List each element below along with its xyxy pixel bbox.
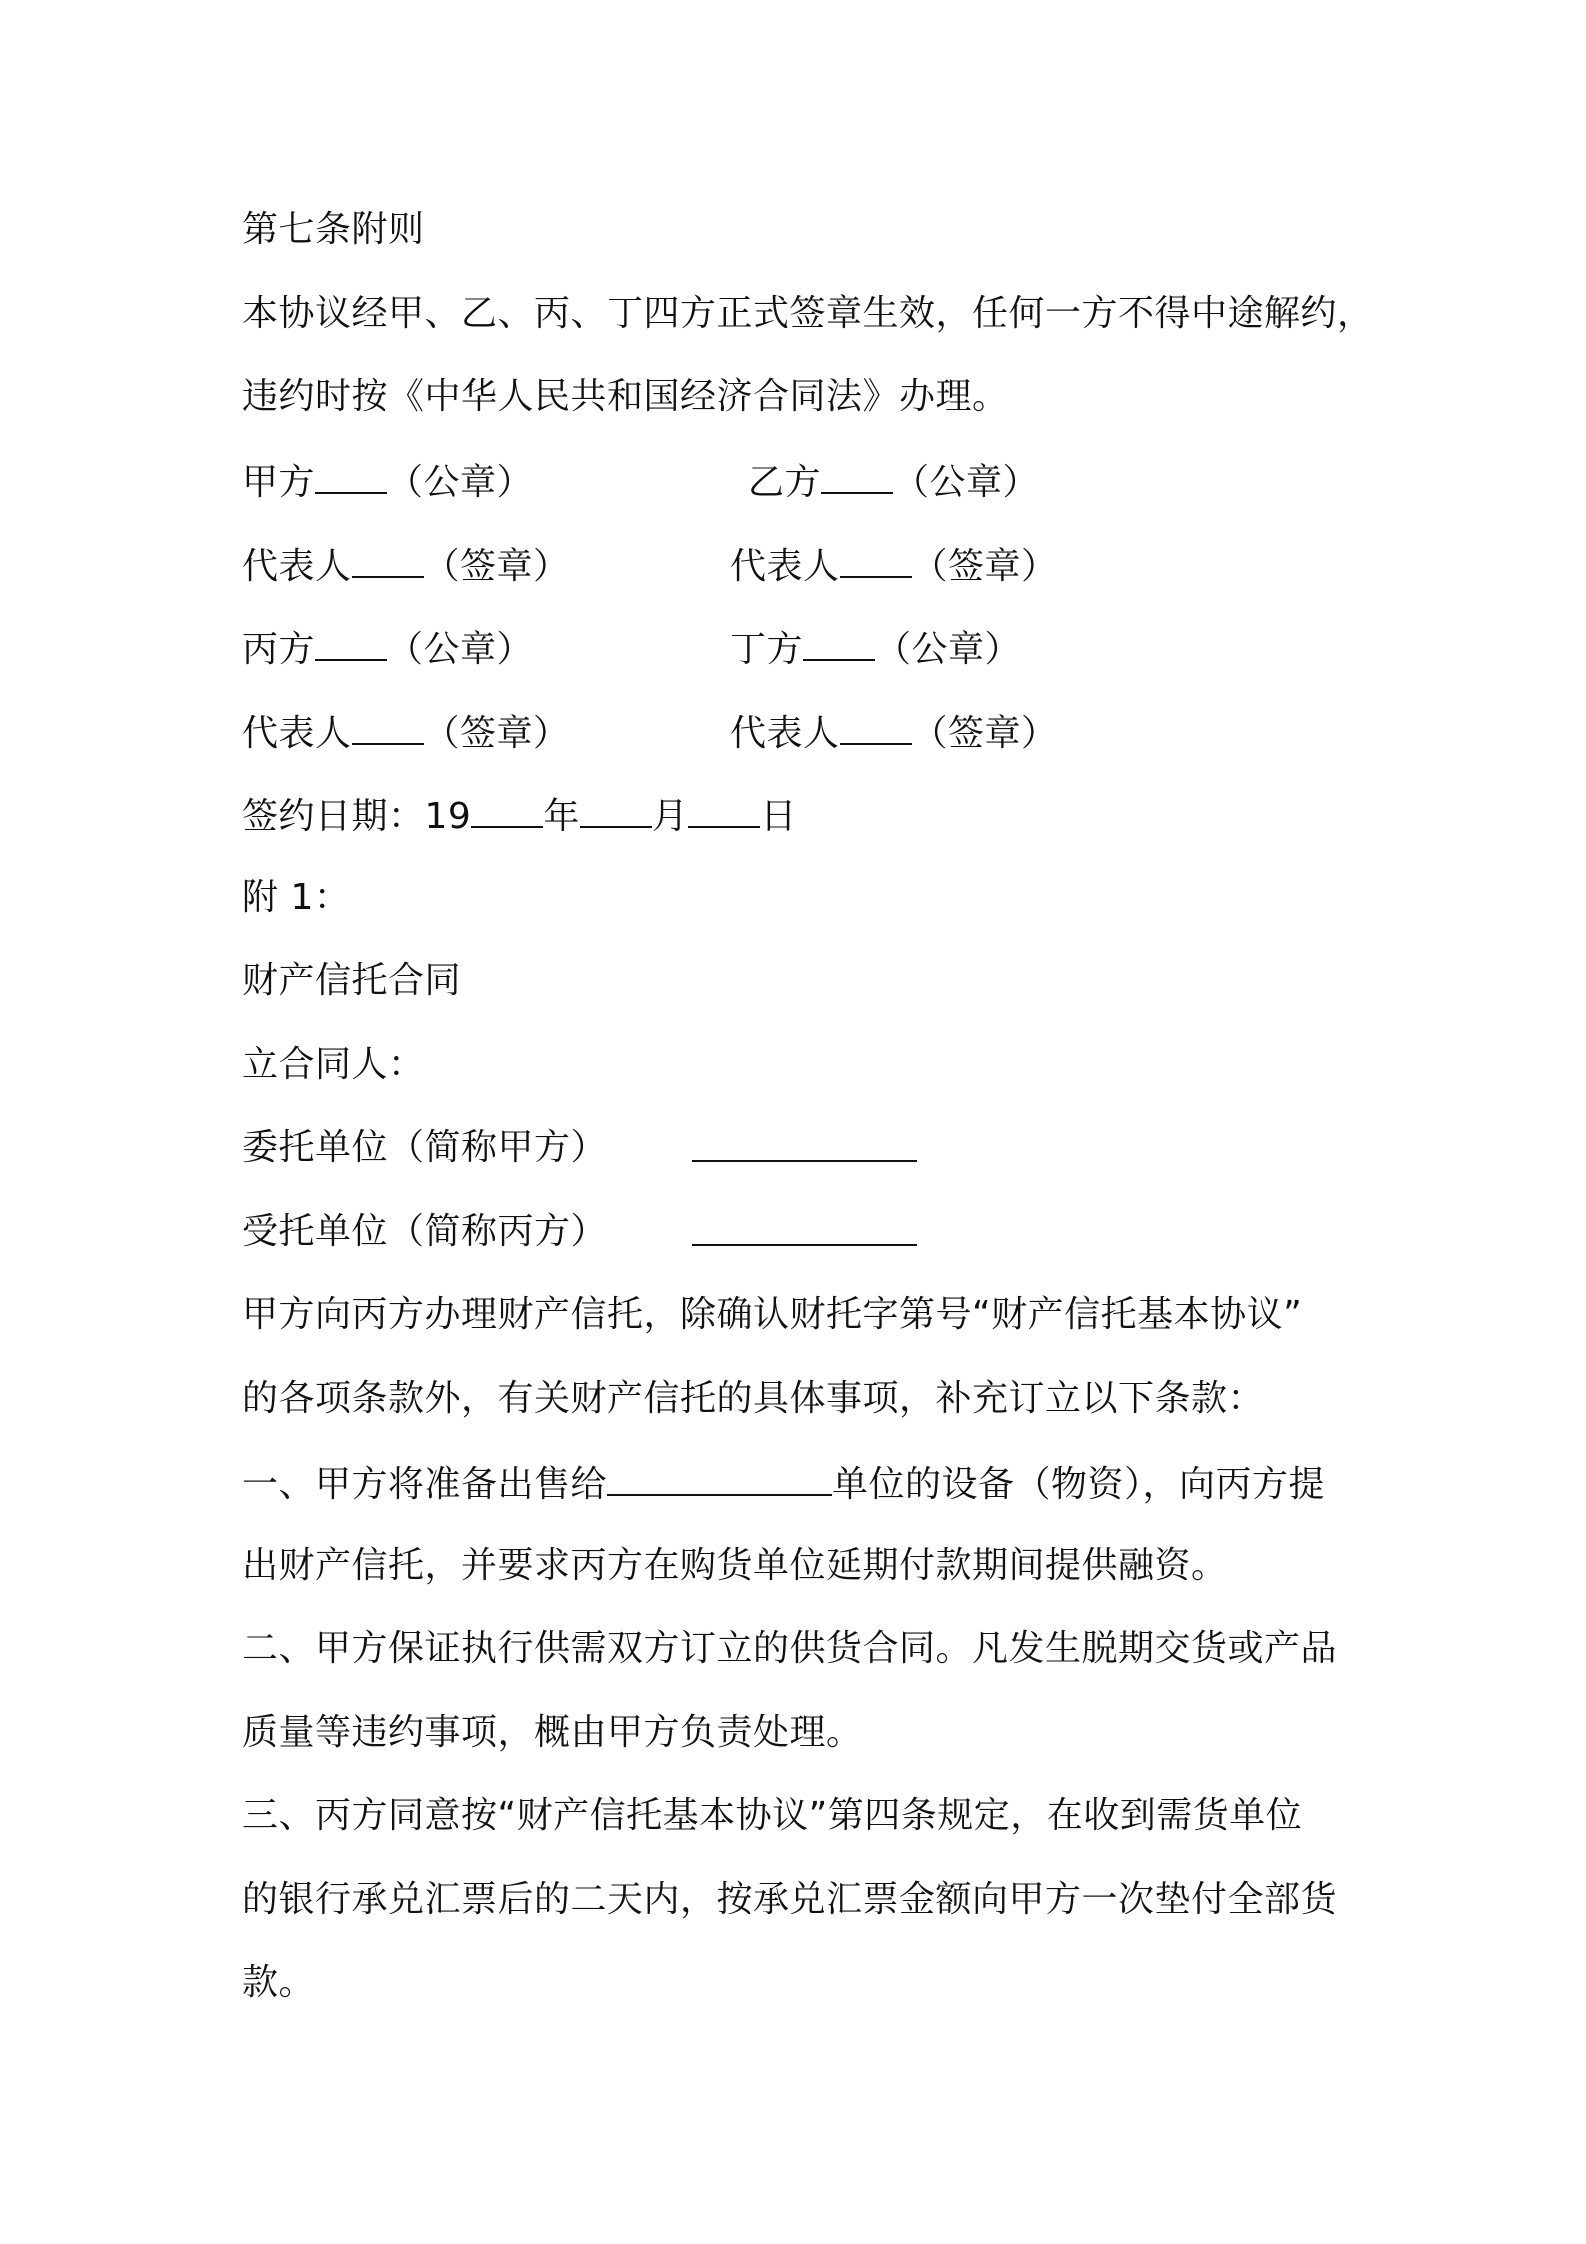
parties-label: 立合同人： [242,1044,425,1085]
rep-d-label: 代表人 [730,713,840,754]
signing-date-row [242,792,797,836]
intro-line1: 甲方向丙方办理财产信托，除确认财托字第号“财产信托基本协议” [242,1294,1303,1335]
rep-b-sign: （签章） [911,546,1058,587]
clause2-line1: 二、甲方保证执行供需双方订立的供货合同。凡发生脱期交货或产品 [242,1628,1338,1669]
trustee-party-label: 受托单位（简称丙方） [242,1211,608,1252]
signature-row-ab [242,458,1342,502]
party-d-blank[interactable] [803,625,875,661]
trustee-party-row [242,1210,1342,1254]
rep-a-label: 代表人 [242,546,352,587]
clause3-line2: 的银行承兑汇票后的二天内，按承兑汇票金额向甲方一次垫付全部货 [242,1879,1338,1920]
clause3-line3: 款。 [242,1962,316,2003]
party-a-label: 甲方 [242,462,316,503]
party-d-label: 丁方 [730,629,804,670]
entrusting-party-row [242,1126,1342,1170]
month-blank[interactable] [580,792,652,828]
clause1-line1 [242,1460,1325,1504]
party-b-blank[interactable] [821,458,893,494]
article7-body-line1: 本协议经甲、乙、丙、丁四方正式签章生效，任何一方不得中途解约， [242,293,1374,334]
party-b-seal: （公章） [893,462,1040,503]
clause1-part2: 单位的设备（物资），向丙方提 [832,1464,1326,1505]
party-c-blank[interactable] [315,625,387,661]
rep-b-label: 代表人 [730,546,840,587]
signature-row-cd [242,625,1342,669]
party-d-seal: （公章） [875,629,1022,670]
representative-row-2 [242,709,1342,753]
signing-date-label: 签约日期：19 [242,796,472,837]
party-c-label: 丙方 [242,629,316,670]
rep-d-sign: （签章） [911,713,1058,754]
entrusting-party-label: 委托单位（简称甲方） [242,1127,608,1168]
clause2-line2: 质量等违约事项，概由甲方负责处理。 [242,1712,863,1753]
month-label: 月 [651,796,689,837]
clause1-line2: 出财产信托，并要求丙方在购货单位延期付款期间提供融资。 [242,1545,1228,1586]
entrusting-party-blank[interactable] [692,1126,917,1162]
article7-title: 第七条附则 [242,209,425,250]
rep-d-blank[interactable] [840,709,912,745]
party-b-label: 乙方 [748,462,822,503]
rep-b-blank[interactable] [840,542,912,578]
rep-a-sign: （签章） [423,546,570,587]
clause1-part1: 一、甲方将准备出售给 [242,1464,608,1505]
rep-a-blank[interactable] [352,542,424,578]
contract-title: 财产信托合同 [242,960,462,1001]
clause3-line1: 三、丙方同意按“财产信托基本协议”第四条规定，在收到需货单位 [242,1795,1303,1836]
attachment-label: 附 1： [242,877,351,918]
party-a-seal: （公章） [387,462,534,503]
intro-line2: 的各项条款外，有关财产信托的具体事项，补充订立以下条款： [242,1378,1265,1419]
party-c-seal: （公章） [387,629,534,670]
party-a-blank[interactable] [315,458,387,494]
rep-c-blank[interactable] [352,709,424,745]
day-blank[interactable] [688,792,760,828]
rep-c-sign: （签章） [423,713,570,754]
trustee-party-blank[interactable] [692,1210,917,1246]
article7-body-line2: 违约时按《中华人民共和国经济合同法》办理。 [242,376,1009,417]
day-label: 日 [760,796,797,837]
year-blank[interactable] [471,792,543,828]
buyer-unit-blank[interactable] [607,1460,832,1496]
rep-c-label: 代表人 [242,713,352,754]
representative-row-1 [242,542,1342,586]
year-label: 年 [543,796,580,837]
